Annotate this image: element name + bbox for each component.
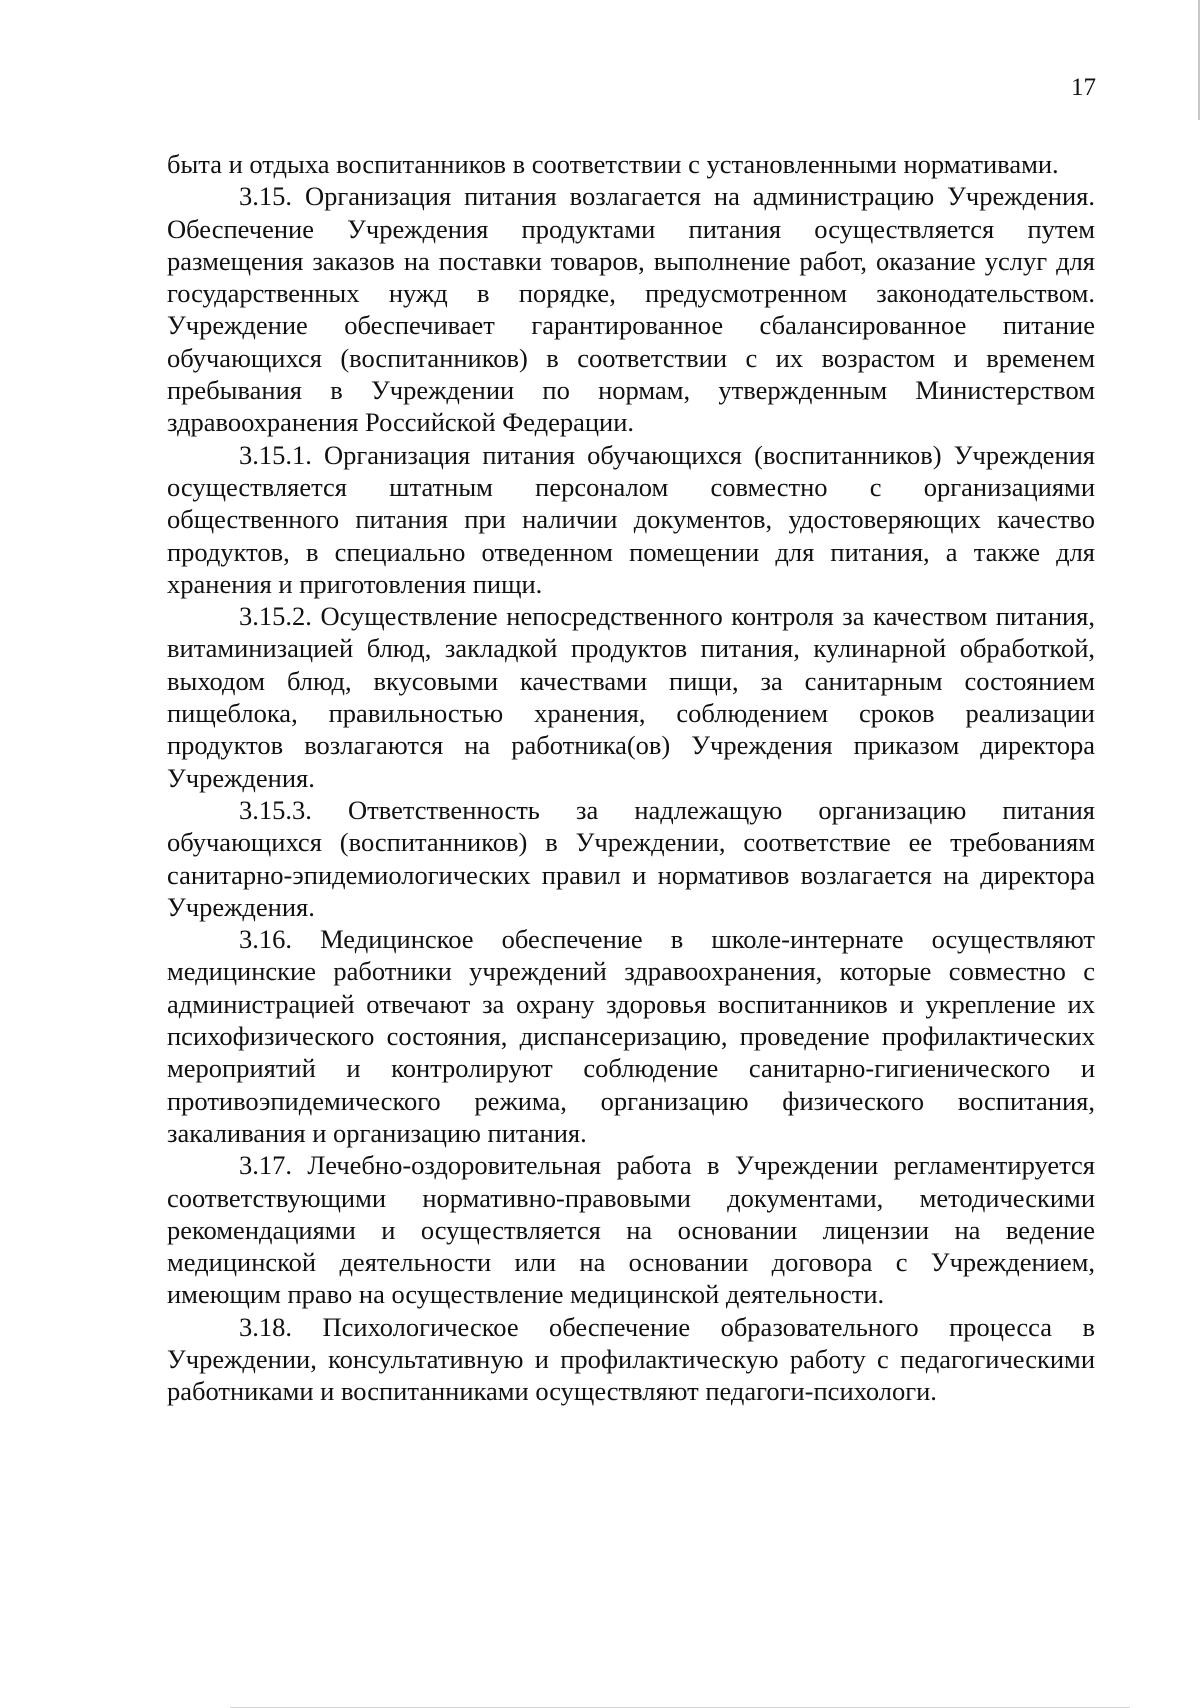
paragraph-continuation: быта и отдыха воспитанников в соответствии с установленными нормативами. [167,149,1059,179]
paragraph-3-15: 3.15. Организация питания возлагается на администрацию Учреждения. Обеспечение Учреждения продуктами питания осуществляется путем размещения заказов на поставки товаров, выполнение работ, оказание услуг для государственных нужд в порядке, предусмотренном законодательством. Учреждение обеспечивает гарантированное сбалансированное питание обучающихся (воспитанников) в соответствии с их возрастом и временем пребывания в Учреждении по нормам, утвержденным Министерством здравоохранения Российской Федерации. [167,181,1095,438]
document-body [167,148,1095,1408]
paragraph-3-18: 3.18. Психологическое обеспечение образовательного процесса в Учреждении, консультативную и профилактическую работу с педагогическими работниками и воспитанниками осуществляют педагоги-психологи. [167,1311,1095,1407]
page-number: 17 [1071,74,1096,101]
paragraph-3-16: 3.16. Медицинское обеспечение в школе-интернате осуществляют медицинские работники учреждений здравоохранения, которые совместно с администрацией отвечают за охрану здоровья воспитанников и укрепление их психофизического состояния, диспансеризацию, проведение профилактических мероприятий и контролируют соблюдение санитарно-гигиенического и противоэпидемического режима, организацию физического воспитания, закаливания и организацию питания. [167,924,1095,1148]
paragraph-3-15-2: 3.15.2. Осуществление непосредственного контроля за качеством питания, витаминизацией блюд, закладкой продуктов питания, кулинарной обработкой, выходом блюд, вкусовыми качествами пищи, за санитарным состоянием пищеблока, правильностью хранения, соблюдением сроков реализации продуктов возлагаются на работника(ов) Учреждения приказом директора Учреждения. [167,601,1095,793]
paragraph-3-17: 3.17. Лечебно-оздоровительная работа в Учреждении регламентируется соответствующими нормативно-правовыми документами, методическими рекомендациями и осуществляется на основании лицензии на ведение медицинской деятельности или на основании договора с Учреждением, имеющим право на осуществление медицинской деятельности. [167,1150,1095,1310]
paragraph-3-15-1: 3.15.1. Организация питания обучающихся (воспитанников) Учреждения осуществляется штатным персоналом совместно с организациями общественного питания при наличии документов, удостоверяющих качество продуктов, в специально отведенном помещении для питания, а также для хранения и приготовления пищи. [167,439,1095,599]
paragraph-3-15-3: 3.15.3. Ответственность за надлежащую организацию питания обучающихся (воспитанников) в Учреждении, соответствие ее требованиям санитарно-эпидемиологических правил и нормативов возлагается на директора Учреждения. [167,794,1095,922]
